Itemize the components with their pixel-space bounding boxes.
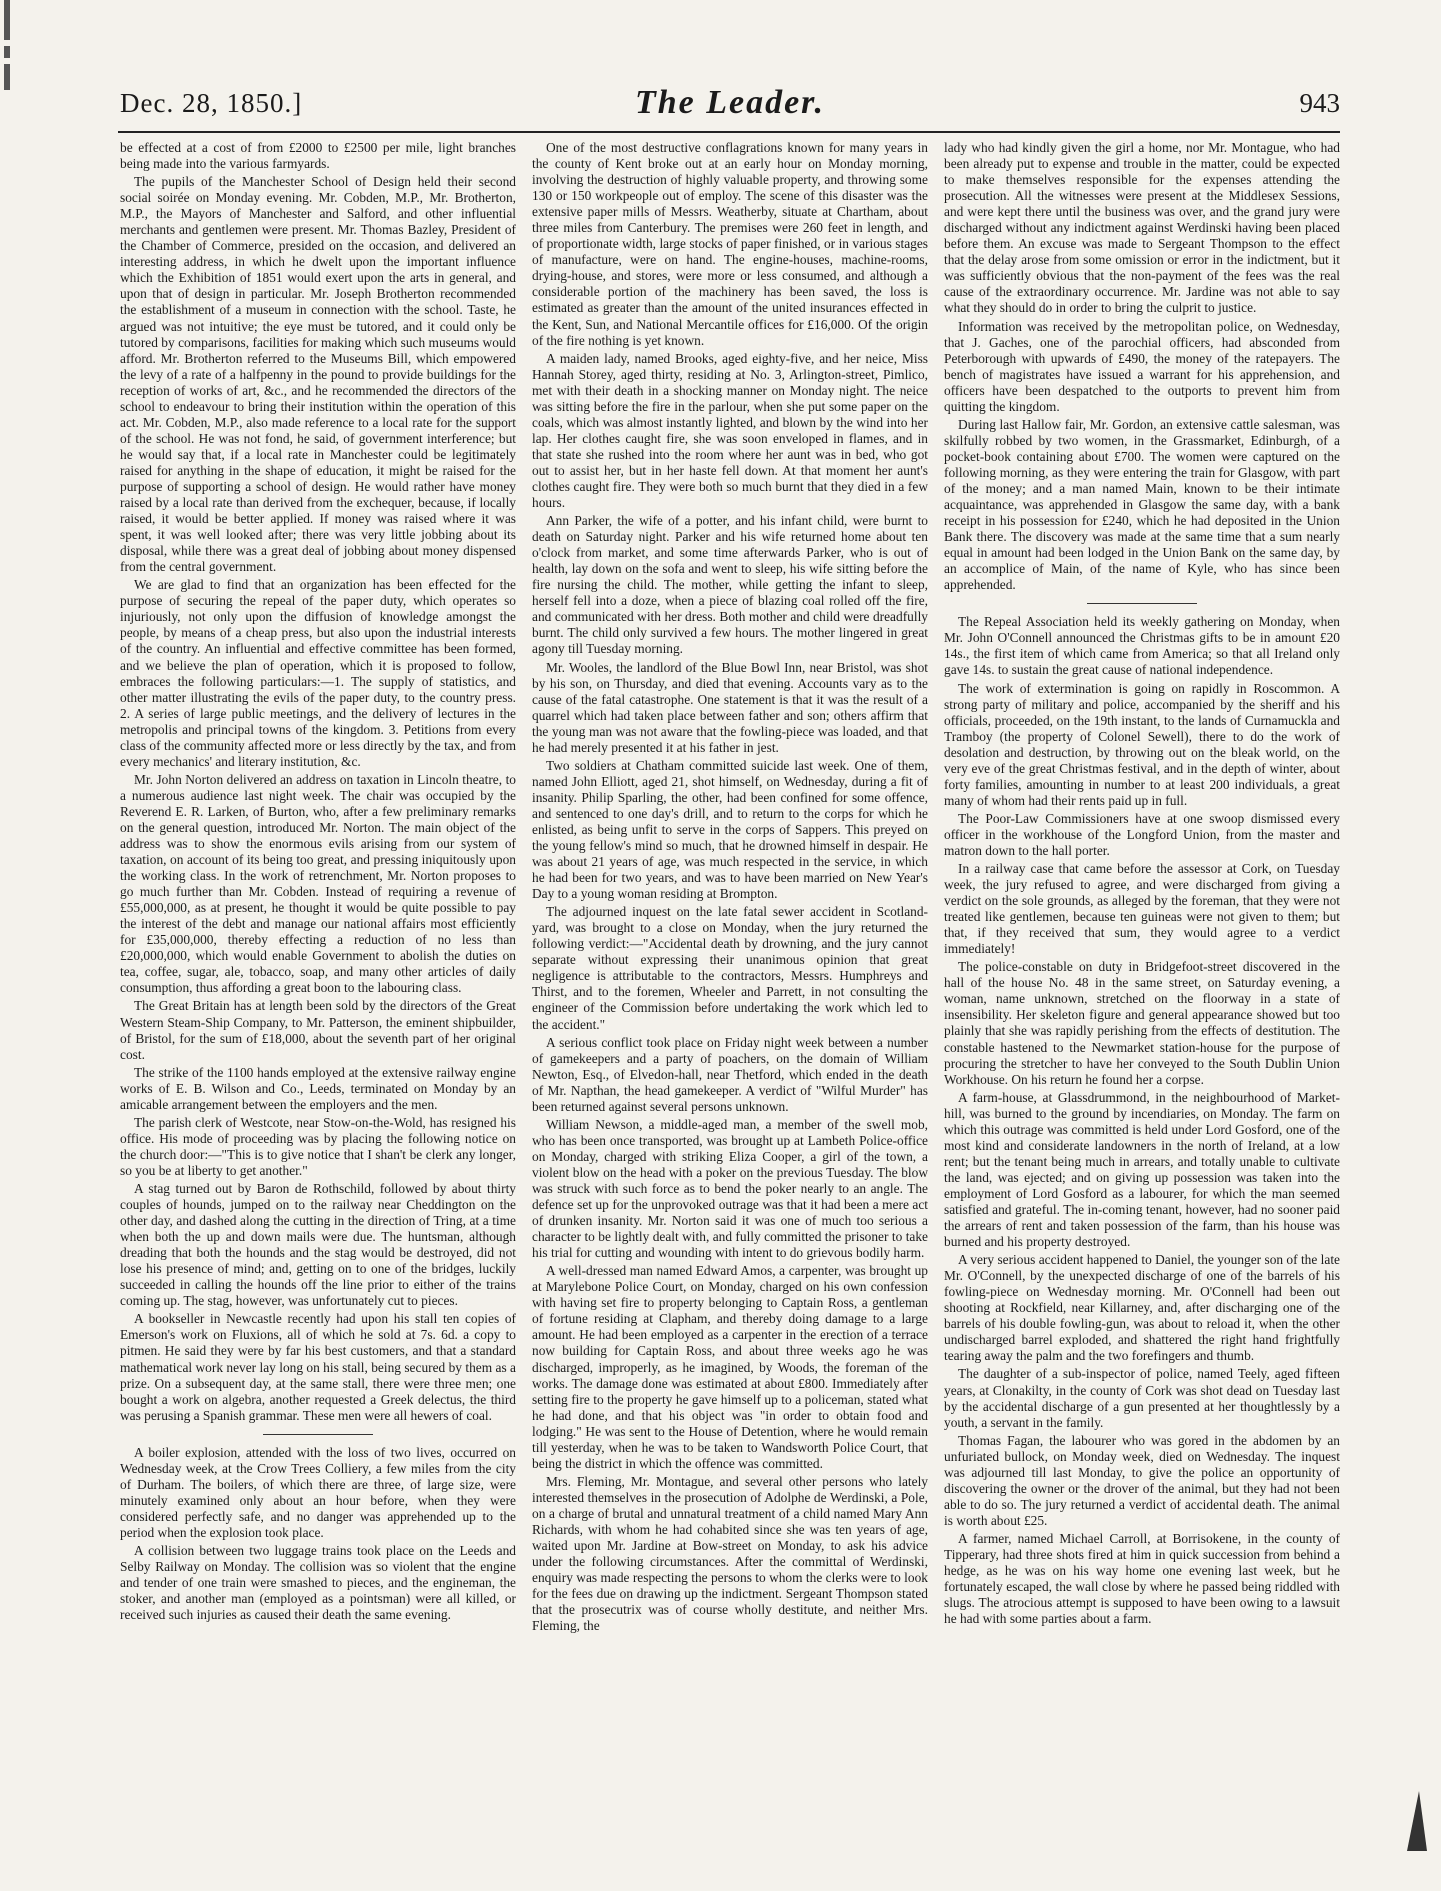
header-rule [118,131,1340,133]
paragraph: A boiler explosion, attended with the loss of two lives, occurred on Wednesday week, at the Crow Trees Colliery, a few miles from the city of Durham. The boilers, of which there are three, of large size, were minutely examined only about an hour before, when they were considered perfectly safe, and no danger was apprehended up to the period when the explosion took place. [120,1444,516,1540]
paragraph: The pupils of the Manchester School of Design held their second social soirée on Monday evening. Mr. Cobden, M.P., Mr. Brotherton, M.P., the Mayors of Manchester and Salford, and other influential merchants and gentlemen were present. Mr. Thomas Bazley, President of the Chamber of Commerce, presided on the occasion, and delivered an interesting address, in which he dwelt upon the important influence which the Exhibition of 1851 would exert upon the arts in general, and upon that of design in particular. Mr. Joseph Brotherton recommended the establishment of a museum in connection with the school. Taste, he argued was not intuitive; the eye must be tutored, and it could only be tutored by comparisons, facilities for making which such museums would afford. Mr. Brotherton referred to the Museums Bill, which empowered the levy of a rate of a halfpenny in the pound to provide buildings for the reception of works of art, &c., and he recommended the directors of the school to endeavour to bring their institution within the operation of this act. Mr. Cobden, M.P., also made reference to a local rate for the support of the school. He was not fond, he said, of government interference; but he would say that, if a local rate in Manchester could be legitimately raised for anything in the shape of education, it might be raised for the purpose of supporting a school of design. He would rather have money raised by a local rate than derived from the exchequer, because, if locally raised, it would be better applied. If money was raised where it was spent, it was well looked after; there was very little jobbing about its disposal, while there was a great deal of jobbing about money dispensed from the central government. [120,174,516,575]
paragraph: The police-constable on duty in Bridgefoot-street discovered in the hall of the house No. 48 in the same street, on Saturday evening, a woman, name unknown, stretched on the floorway in a state of insensibility. Her skeleton figure and general appearance showed but too plainly that she was rapidly perishing from the effects of destitution. The constable hastened to the Newmarket station-house for the purpose of procuring the stretcher to have her conveyed to the South Dublin Union Workhouse. On his return he found her a corpse. [944,959,1340,1087]
paragraph: A maiden lady, named Brooks, aged eighty-five, and her neice, Miss Hannah Storey, aged thirty, residing at No. 3, Arlington-street, Pimlico, met with their death in a shocking manner on Monday night. The neice was sitting before the fire in the parlour, when she put some paper on the coals, which was almost instantly lighted, and blown by the wind into her lap. Her clothes caught fire, she was soon enveloped in flames, and in that state she rushed into the room where her aunt was in bed, who got out to assist her, but in her haste fell down. At that moment her aunt's clothes caught fire. They were both so much burnt that they died in a few hours. [532,350,928,511]
paragraph: A farmer, named Michael Carroll, at Borrisokene, in the county of Tipperary, had three shots fired at him in quick succession from behind a hedge, as he was on his way home one evening last week, but he fortunately escaped, the wall close by where he passed being riddled with slugs. The atrocious attempt is supposed to have been owing to a lawsuit he had with some parties about a farm. [944,1530,1340,1627]
section-divider [1087,603,1197,604]
paragraph: The daughter of a sub-inspector of police, named Teely, aged fifteen years, at Clonakilty, in the county of Cork was shot dead on Tuesday last by the accidental discharge of a gun presented at her thoughtlessly by a youth, a servant in the family. [944,1366,1340,1430]
paragraph: We are glad to find that an organization has been effected for the purpose of securing the repeal of the paper duty, which operates so injuriously, not only upon the diffusion of knowledge amongst the people, by means of a cheap press, but also upon the industrial interests of the country. An influential and effective committee has been formed, and we believe the plan of operation, which it is proposed to follow, embraces the following particulars:—1. The supply of statistics, and other matter illustrating the evils of the paper duty, to the country press. 2. A series of large public meetings, and the delivery of lectures in the metropolis and principal towns of the kingdom. 3. Petitions from every class of the community affected more or less directly by the tax, and from every mechanics' and literary institution, &c. [120,577,516,769]
paragraph: A farm-house, at Glassdrummond, in the neighbourhood of Market-hill, was burned to the ground by incendiaries, on Monday. The farm on which this outrage was committed is held under Lord Gosford, one of the most kind and considerate landowners in the north of Ireland, at a low rent; but the tenant being much in arrears, and totally unable to cultivate the land, was ejected; and on giving up possession was taken into the employment of Lord Gosford as a labourer, for which the man seemed satisfied and grateful. The in-coming tenant, however, had no sooner paid the arrears of rent and taken possession of the farm, than his house was burned and his property destroyed. [944,1089,1340,1250]
paragraph: The parish clerk of Westcote, near Stow-on-the-Wold, has resigned his office. His mode of proceeding was by placing the following notice on the church door:—"This is to give notice that I shan't be clerk any longer, so you be at liberty to get another." [120,1114,516,1178]
paragraph: A stag turned out by Baron de Rothschild, followed by about thirty couples of hounds, jumped on to the railway near Cheddington on the other day, and dashed along the cutting in the direction of Tring, at a time when both the up and down mails were due. The huntsman, although dreading that both the hounds and the stag would be destroyed, did not lose his presence of mind; and, getting on to one of the bridges, luckily succeeded in calling the hounds off the line prior to either of the trains coming up. The stag, however, was unfortunately cut to pieces. [120,1181,516,1309]
paragraph: During last Hallow fair, Mr. Gordon, an extensive cattle salesman, was skilfully robbed by two women, in the Grassmarket, Edinburgh, of a pocket-book containing about £700. The women were captured on the following morning, as they were entering the train for Glasgow, with part of the money; and a man named Main, known to be their intimate acquaintance, was apprehended in Glasgow the same day, with a bank receipt in his possession for £240, which he had deposited in the Union Bank there. The discovery was made at the same time that a sum nearly equal in amount had been lodged in the Union Bank on the same day, by an accomplice of Main, of the name of Kyle, who has since been apprehended. [944,416,1340,593]
paragraph: The Great Britain has at length been sold by the directors of the Great Western Steam-Ship Company, to Mr. Patterson, the eminent shipbuilder, of Bristol, for the sum of £18,000, about the seventh part of her original cost. [120,998,516,1062]
column-middle [532,140,928,1850]
paragraph: A well-dressed man named Edward Amos, a carpenter, was brought up at Marylebone Police Court, on Monday, charged on his own confession with having set fire to property belonging to Captain Ross, a gentleman of fortune residing at Clapham, and thereby doing damage to a large amount. He had been employed as a carpenter in the erection of a terrace now building for Captain Ross, and about three weeks ago he was discharged, improperly, as he imagined, by Woods, the foreman of the works. The damage done was estimated at about £800. Immediately after setting fire to the property he gave himself up to a policeman, stated what he had done, and that his object was "in order to obtain food and lodging." He was sent to the House of Detention, where he would remain till yesterday, when he was to be taken to Wandsworth Police Court, that being the district in which the offence was committed. [532,1263,928,1471]
column-right [944,140,1340,1850]
paragraph: The adjourned inquest on the late fatal sewer accident in Scotland-yard, was brought to a close on Monday, when the jury returned the following verdict:—"Accidental death by drowning, and the jury cannot separate without expressing their unanimous opinion that great negligence is attributable to the contractors, Messrs. Humphreys and Thirst, and to the foremen, Wheeler and Parrett, in not consulting the engineer of the Commission before undertaking the work which led to the accident." [532,904,928,1032]
paragraph: The work of extermination is going on rapidly in Roscommon. A strong party of military and police, accompanied by the sheriff and his officials, proceeded, on the 19th instant, to the lands of Curnamuckla and Tramboy (the property of Colonel Sewell), there to do the work of desolation and destruction, by throwing out on the bleak world, on the very eve of the great Christmas festival, and in the depth of winter, about forty families, amounting in number to at least 200 individuals, a great many of whom had their rents paid up in full. [944,680,1340,808]
paragraph: Information was received by the metropolitan police, on Wednesday, that J. Gaches, one of the parochial officers, had absconded from Peterborough with upwards of £490, the money of the ratepayers. The bench of magistrates have issued a warrant for his apprehension, and officers have been despatched to the outports to prevent him from quitting the kingdom. [944,318,1340,414]
paragraph: lady who had kindly given the girl a home, nor Mr. Montague, who had been already put to expense and trouble in the matter, could be expected to make themselves responsible for the expenses attending the prosecution. All the witnesses were present at the Middlesex Sessions, and were kept there until the business was over, and the grand jury were discharged without any indictment against Werdinski having been placed before them. An excuse was made to Sergeant Thompson to the effect that the delay arose from some omission or error in the indictment, but it was sufficiently obvious that the non-payment of the fees was the real cause of the extraordinary occurrence. Mr. Jardine was not able to say what they should do in order to bring the culprit to justice. [944,140,1340,316]
paragraph: Ann Parker, the wife of a potter, and his infant child, were burnt to death on Saturday night. Parker and his wife returned home about ten o'clock from market, and some time afterwards Parker, who is out of health, lay down on the sofa and went to sleep, his wife sitting before the fire nursing the child. The mother, while getting the infant to sleep, herself fell into a doze, when a piece of blazing coal rolled off the fire, and communicated with her dress. Both mother and child were dreadfully burnt. The child only survived a few hours. The mother lingered in great agony till Tuesday morning. [532,513,928,657]
header-date: Dec. 28, 1850.] [120,88,303,118]
paragraph: William Newson, a middle-aged man, a member of the swell mob, who has been once transported, was brought up at Lambeth Police-office on Monday, charged with striking Eliza Cooper, a girl of the town, a violent blow on the head with a poker on the previous Tuesday. The blow was struck with such force as to bend the poker nearly to an angle. The defence set up for the unprovoked outrage was that it had been a mere act of drunken insanity. Mr. Norton said it was one of much too serious a character to be lightly dealt with, and fully committed the prisoner to take his trial for cutting and wounding with intent to do grievous bodily harm. [532,1116,928,1261]
section-divider [263,1434,373,1435]
page-number: 943 [1299,88,1340,118]
paragraph: A collision between two luggage trains took place on the Leeds and Selby Railway on Monday. The collision was so violent that the engine and tender of one train were smashed to pieces, and the engineman, the stoker, and another man (employed as a pointsman) were all killed, or received such injuries as caused their death the same evening. [120,1542,516,1623]
paragraph: In a railway case that came before the assessor at Cork, on Tuesday week, the jury refused to agree, and were discharged from giving a verdict on the sole grounds, as alleged by the foreman, that they were not treated like gentlemen, because ten guineas were not given to them; but that, if they received that sum, they would agree to a verdict immediately! [944,861,1340,957]
masthead-title: The Leader. [634,84,826,121]
paragraph: The strike of the 1100 hands employed at the extensive railway engine works of E. B. Wilson and Co., Leeds, terminated on Monday by an amicable arrangement between the employers and the men. [120,1064,516,1112]
paragraph: Mrs. Fleming, Mr. Montague, and several other persons who lately interested themselves in the prosecution of Adolphe de Werdinski, a Pole, on a charge of brutal and unnatural treatment of a child named Mary Ann Richards, with whom he had cohabited since she was ten years of age, waited upon Mr. Jardine at Bow-street on Monday, to ask his advice under the following circumstances. After the committal of Werdinski, enquiry was made respecting the persons to whom the clerks were to look for the fees due on drawing up the indictment. Sergeant Thompson stated that the prosecutrix was of course wholly destitute, and neither Mrs. Fleming, the [532,1473,928,1634]
paragraph: Mr. John Norton delivered an address on taxation in Lincoln theatre, to a numerous audience last night week. The chair was occupied by the Reverend E. R. Larken, of Burton, who, after a few preliminary remarks on the general question, introduced Mr. Norton. The main object of the address was to show the enormous evils arising from our system of taxation, on account of its being too great, and pressing iniquitously upon the working class. In the work of retrenchment, Mr. Norton proposes to go much further than Mr. Cobden. Instead of requiring a revenue of £55,000,000, as at present, he thought it would be quite possible to pay the interest of the debt and manage our national affairs most efficiently for £35,000,000, thereby effecting a reduction of no less than £20,000,000, which would enable Government to abolish the duties on tea, coffee, sugar, ale, tobacco, soap, and many other articles of daily consumption, thus affording a great boon to the labouring class. [120,771,516,996]
paragraph: Two soldiers at Chatham committed suicide last week. One of them, named John Elliott, aged 21, shot himself, on Wednesday, during a fit of insanity. Philip Sparling, the other, had been confined for some offence, and sentenced to one day's drill, and to return to the corps for which he enlisted, as being unfit to serve in the corps of Sappers. This preyed on the young fellow's mind so much, that he drowned himself in despair. He was about 21 years of age, was much respected in the service, in which he had been for two years, and was to have been married on New Year's Day to a young woman residing at Brompton. [532,757,928,902]
paragraph: A very serious accident happened to Daniel, the younger son of the late Mr. O'Connell, by the unexpected discharge of one of the barrels of his fowling-piece on Wednesday morning. Mr. O'Connell had been out shooting at Rockfield, near Killarney, and, after discharging one of the barrels of his double fowling-gun, was about to reload it, when the other undischarged barrel exploded, and shattered the right hand frightfully tearing away the palm and the two forefingers and thumb. [944,1252,1340,1364]
paragraph: A bookseller in Newcastle recently had upon his stall ten copies of Emerson's work on Fluxions, all of which he sold at 7s. 6d. a copy to pitmen. He said they were by far his best customers, and that a standard mathematical work never lay long on his stall, being secured by them as a prize. On a subsequent day, at the same stall, there were three men; one bought a work on algebra, another requested a Greek delectus, the third was perusing a Spanish grammar. These men were all hewers of coal. [120,1311,516,1423]
paragraph: Mr. Wooles, the landlord of the Blue Bowl Inn, near Bristol, was shot by his son, on Thursday, and died that evening. Accounts vary as to the cause of the fatal catastrophe. One statement is that it was the result of a quarrel which had taken place between father and son; others affirm that the young man was not aware that the fowling-piece was loaded, and that he had merely presented it at his father in jest. [532,659,928,755]
paragraph: Thomas Fagan, the labourer who was gored in the abdomen by an unfuriated bullock, on Monday week, died on Wednesday. The inquest was adjourned till last Monday, to give the police an opportunity of discovering the owner or the drover of the animal, but they had not been able to do so. The jury returned a verdict of accidental death. The animal is worth about £25. [944,1432,1340,1528]
scan-corner-mark [1405,1791,1429,1851]
page-header [120,84,1340,128]
paragraph: The Poor-Law Commissioners have at one swoop dismissed every officer in the workhouse of the Longford Union, from the master and matron down to the hall porter. [944,810,1340,858]
column-left [120,140,516,1850]
paragraph: One of the most destructive conflagrations known for many years in the county of Kent broke out at an early hour on Monday morning, involving the destruction of highly valuable property, and throwing some 130 or 150 workpeople out of employ. The scene of this disaster was the extensive paper mills of Messrs. Weatherby, situate at Chartham, about three miles from Canterbury. The premises were 260 feet in length, and of proportionate width, large stocks of paper finished, or in various stages of manufacture, were on hand. The engine-houses, machine-rooms, drying-house, and stores, were more or less consumed, and although a considerable portion of the machinery has been saved, the loss is estimated as greater than the amount of the united insurances effected in the Kent, Sun, and National Mercantile offices for £16,000. Of the origin of the fire nothing is yet known. [532,140,928,348]
paragraph: A serious conflict took place on Friday night week between a number of gamekeepers and a party of poachers, on the domain of William Newton, Esq., of Elvedon-hall, near Thetford, which ended in the death of Mr. Napthan, the head gamekeeper. A verdict of "Wilful Murder" has been returned against several persons unknown. [532,1034,928,1114]
paragraph: be effected at a cost of from £2000 to £2500 per mile, light branches being made into the various farmyards. [120,140,516,172]
paragraph: The Repeal Association held its weekly gathering on Monday, when Mr. John O'Connell announced the Christmas gifts to be in amount £20 14s., the first item of which came from America; so that all Ireland only gave 14s. to sustain the great cause of national independence. [944,614,1340,678]
scan-edge-mark [4,0,12,120]
